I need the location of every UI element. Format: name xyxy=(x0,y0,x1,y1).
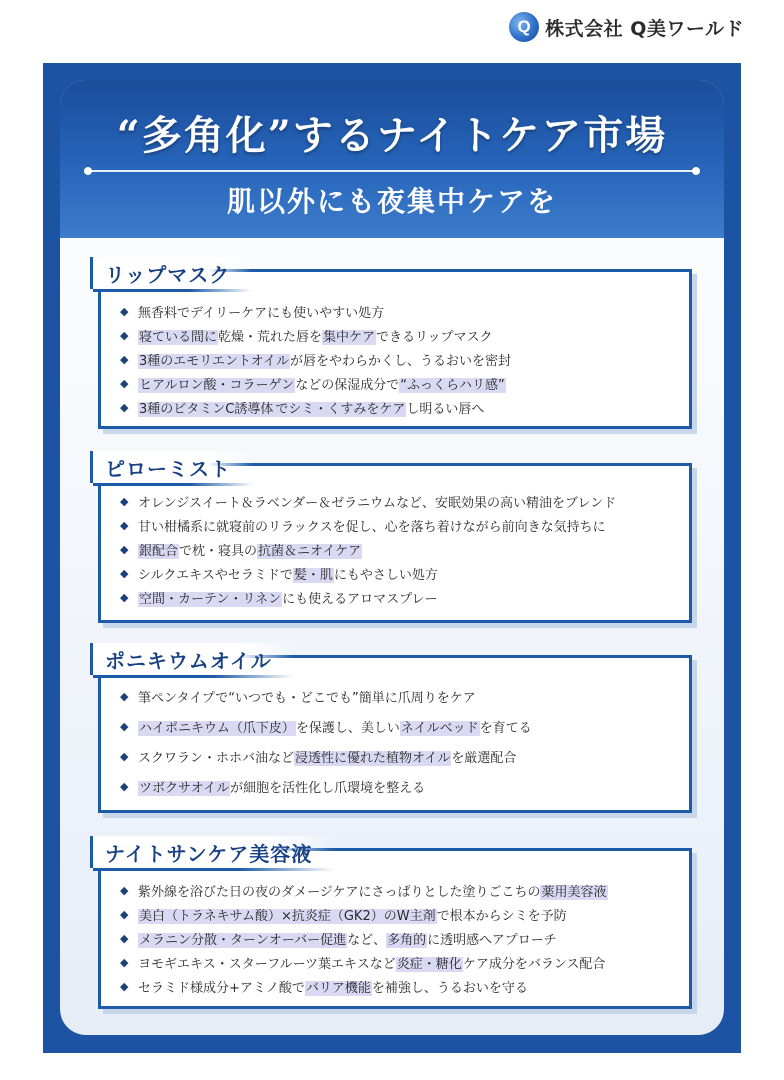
plain-text: 甘い柑橘系に就寝前のリラックスを促し、心を落ち着けながら前向きな気持ちに xyxy=(138,519,606,535)
highlighted-text: ヒアルロン酸・コラーゲン xyxy=(139,377,295,393)
title-divider xyxy=(88,170,696,172)
feature-text xyxy=(138,492,616,511)
feature-text xyxy=(138,929,557,948)
plain-text: を厳選配合 xyxy=(451,750,517,766)
poster-header xyxy=(60,80,724,238)
feature-text xyxy=(138,564,438,583)
diamond-bullet-icon: ◆ xyxy=(120,566,129,580)
plain-text: に透明感へアプローチ xyxy=(427,932,557,948)
feature-text xyxy=(138,777,425,796)
highlighted-text: 美白（トラネキサム酸）×抗炎症（GK2）のW主剤 xyxy=(139,908,436,924)
plain-text: で根本からシミを予防 xyxy=(436,908,567,924)
plain-text: 紫外線を浴びた日の夜のダメージケアにさっぱりとした塗りごこちの xyxy=(138,884,541,900)
section-title: ポニキウムオイル xyxy=(90,643,294,675)
feature-list xyxy=(120,489,678,609)
highlighted-text: 抗菌＆ニオイケア xyxy=(258,543,362,559)
plain-text: 乾燥・荒れた唇を xyxy=(218,329,323,345)
feature-item xyxy=(120,299,678,323)
feature-item xyxy=(120,681,678,711)
plain-text: が細胞を活性化し爪環境を整える xyxy=(230,780,426,796)
feature-text xyxy=(138,977,528,996)
plain-text: ヨモギエキス・スターフルーツ葉エキスなど xyxy=(138,956,396,972)
highlighted-text: 空間・カーテン・リネン xyxy=(139,591,282,607)
feature-text xyxy=(138,747,516,766)
feature-item xyxy=(120,323,678,347)
feature-item xyxy=(120,513,678,537)
section-title: リップマスク xyxy=(90,257,252,289)
highlighted-text: 寝ている間に xyxy=(139,329,218,345)
highlighted-text: 炎症・糖化 xyxy=(396,956,462,972)
diamond-bullet-icon: ◆ xyxy=(120,590,129,604)
highlighted-text: 多角的 xyxy=(387,932,427,948)
feature-text xyxy=(138,881,608,900)
plain-text: にも使えるアロマスプレー xyxy=(282,591,438,607)
feature-item xyxy=(120,395,678,419)
section-pillow-mist xyxy=(98,451,692,623)
plain-text: を保護し、美しい xyxy=(295,720,400,736)
diamond-bullet-icon: ◆ xyxy=(120,931,129,945)
highlighted-text: 銀配合 xyxy=(139,543,179,559)
diamond-bullet-icon: ◆ xyxy=(120,400,129,414)
diamond-bullet-icon: ◆ xyxy=(120,883,129,897)
plain-text: を補強し、うるおいを守る xyxy=(371,980,528,996)
highlighted-text: バリア機能 xyxy=(305,980,371,996)
plain-text: にもやさしい処方 xyxy=(333,567,438,583)
feature-item xyxy=(120,902,678,926)
feature-item xyxy=(120,489,678,513)
feature-item xyxy=(120,537,678,561)
plain-text: スクワラン・ホホバ油など xyxy=(138,750,295,766)
plain-text: 筆ペンタイプで“いつでも・どこでも”簡単に爪周りをケア xyxy=(138,690,476,706)
section-ponychium-oil xyxy=(98,643,692,813)
diamond-bullet-icon: ◆ xyxy=(120,328,129,342)
plain-text: などの保湿成分で xyxy=(295,377,400,393)
plain-text: など、 xyxy=(347,932,387,948)
highlighted-text: 3種のエモリエントオイル xyxy=(139,353,289,369)
feature-item xyxy=(120,926,678,950)
diamond-bullet-icon: ◆ xyxy=(120,779,129,793)
diamond-bullet-icon: ◆ xyxy=(120,907,129,921)
feature-text xyxy=(138,588,438,607)
feature-text xyxy=(138,326,493,345)
plain-text: を育てる xyxy=(479,720,532,736)
diamond-bullet-icon: ◆ xyxy=(120,979,129,993)
feature-text xyxy=(138,540,362,559)
feature-list xyxy=(120,878,678,998)
plain-text: が唇をやわらかくし、うるおいを密封 xyxy=(289,353,511,369)
plain-text: セラミド様成分+アミノ酸で xyxy=(138,980,305,996)
diamond-bullet-icon: ◆ xyxy=(120,955,129,969)
diamond-bullet-icon: ◆ xyxy=(120,352,129,366)
page-title: “多角化”するナイトケア市場 xyxy=(116,112,668,159)
highlighted-text: 髪・肌 xyxy=(293,567,333,583)
feature-item xyxy=(120,741,678,771)
poster-frame xyxy=(43,63,741,1053)
plain-text: で枕・寝具の xyxy=(179,543,258,559)
highlighted-text: ハイポニキウム（爪下皮） xyxy=(139,720,295,736)
highlighted-text: ネイルベッド xyxy=(400,720,479,736)
feature-list xyxy=(120,681,678,801)
diamond-bullet-icon: ◆ xyxy=(120,376,129,390)
highlighted-text: “ふっくらハリ感” xyxy=(400,377,505,393)
feature-text xyxy=(138,953,605,972)
diamond-bullet-icon: ◆ xyxy=(120,304,129,318)
section-title: ナイトサンケア美容液 xyxy=(90,836,334,868)
section-night-suncare-serum xyxy=(98,836,692,1009)
highlighted-text: でシミ・くすみをケア xyxy=(275,401,406,417)
feature-item xyxy=(120,974,678,998)
section-lip-mask xyxy=(98,257,692,429)
diamond-bullet-icon: ◆ xyxy=(120,719,129,733)
feature-item xyxy=(120,878,678,902)
highlighted-text: 薬用美容液 xyxy=(541,884,607,900)
diamond-bullet-icon: ◆ xyxy=(120,749,129,763)
company-logo xyxy=(509,12,744,42)
feature-item xyxy=(120,585,678,609)
highlighted-text: ツボクサオイル xyxy=(139,780,230,796)
plain-text: オレンジスイート＆ラベンダー＆ゼラニウムなど、安眠効果の高い精油をブレンド xyxy=(138,495,617,511)
diamond-bullet-icon: ◆ xyxy=(120,518,129,532)
company-name: 株式会社 Q美ワールド xyxy=(545,17,744,40)
feature-text xyxy=(138,905,567,924)
feature-text xyxy=(138,350,511,369)
plain-text: シルクエキスやセラミドで xyxy=(138,567,293,583)
highlighted-text: 3種のビタミンC誘導体 xyxy=(139,401,274,417)
feature-item xyxy=(120,771,678,801)
section-title: ピローミスト xyxy=(90,451,253,483)
feature-text xyxy=(138,687,476,706)
feature-item xyxy=(120,371,678,395)
feature-text xyxy=(138,374,506,393)
feature-item xyxy=(120,711,678,741)
plain-text: 無香料でデイリーケアにも使いやすい処方 xyxy=(138,305,385,321)
feature-text xyxy=(138,398,484,417)
feature-text xyxy=(138,302,384,321)
diamond-bullet-icon: ◆ xyxy=(120,542,129,556)
page-subtitle: 肌以外にも夜集中ケアを xyxy=(226,185,557,218)
highlighted-text: 浸透性に優れた植物オイル xyxy=(295,750,451,766)
plain-text: できるリップマスク xyxy=(376,329,493,345)
feature-item xyxy=(120,950,678,974)
diamond-bullet-icon: ◆ xyxy=(120,689,129,703)
poster-panel xyxy=(60,80,724,1035)
plain-text: ケア成分をバランス配合 xyxy=(462,956,606,972)
feature-item xyxy=(120,561,678,585)
highlighted-text: メラニン分散・ターンオーバー促進 xyxy=(139,932,347,948)
feature-text xyxy=(138,717,532,736)
feature-item xyxy=(120,347,678,371)
plain-text: し明るい唇へ xyxy=(406,401,485,417)
company-mark-icon: Q xyxy=(509,12,539,42)
feature-text xyxy=(138,516,606,535)
diamond-bullet-icon: ◆ xyxy=(120,494,129,508)
feature-list xyxy=(120,299,678,419)
highlighted-text: 集中ケア xyxy=(323,329,376,345)
